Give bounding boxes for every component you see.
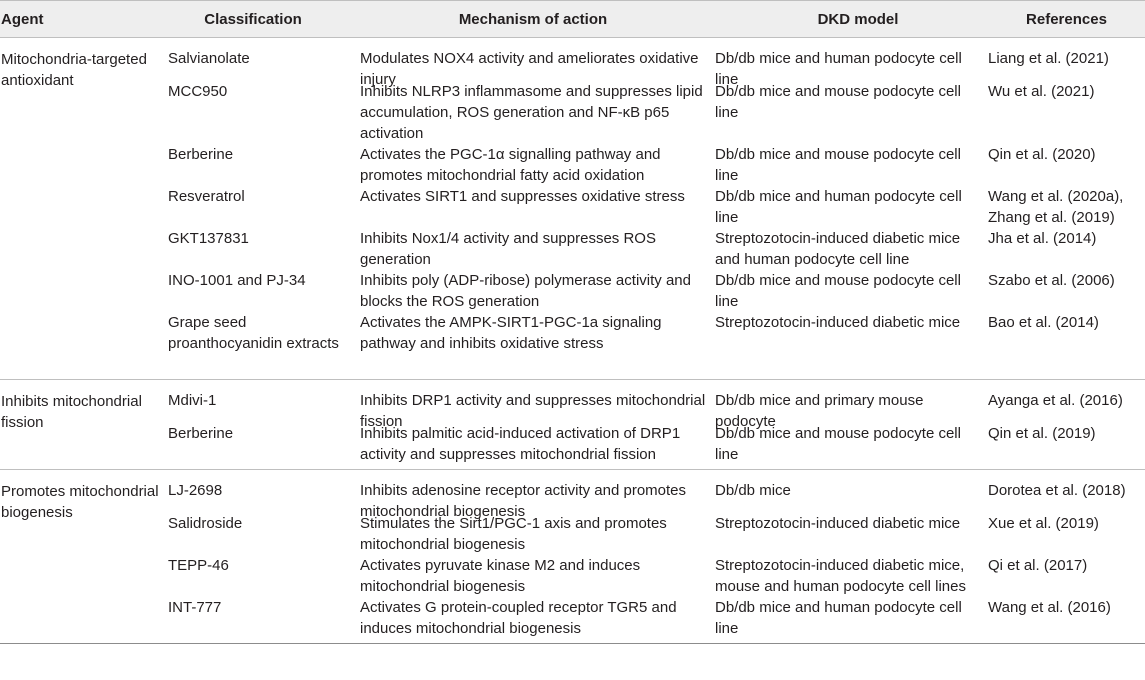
mechanism-cell: Activates the PGC-1α signalling pathway and promotes mitochondrial fatty acid oxidation [360, 146, 661, 184]
mechanism-cell: Stimulates the Sirt1/PGC-1 axis and promotes mitochondrial biogenesis [360, 515, 667, 553]
classification-cell: TEPP-46 [168, 557, 229, 574]
agent-cell [0, 228, 168, 270]
agent-category: Promotes mitochondrial biogenesis [1, 483, 159, 521]
dkd-model-cell: Streptozotocin-induced diabetic mice [715, 314, 961, 331]
table-group [0, 470, 1145, 644]
mechanism-cell: Activates SIRT1 and suppresses oxidative stress [360, 188, 685, 205]
table-row [0, 186, 1145, 228]
table-header [0, 0, 1145, 38]
table-row [0, 423, 1145, 465]
reference-cell: Wang et al. (2016) [988, 599, 1111, 616]
classification-cell: LJ-2698 [168, 482, 223, 499]
mechanism-cell: Activates pyruvate kinase M2 and induces mitochondrial biogenesis [360, 557, 641, 595]
agent-cell [0, 186, 168, 228]
dkd-model-cell: Streptozotocin-induced diabetic mice [715, 515, 961, 532]
reference-cell: Liang et al. (2021) [988, 50, 1109, 67]
mechanism-cell: Inhibits NLRP3 inflammasome and suppresses lipid accumulation, ROS generation and NF-κB p65 activation [360, 83, 703, 142]
classification-cell: MCC950 [168, 83, 228, 100]
agent-category: Inhibits mitochondrial fission [1, 393, 142, 431]
reference-cell: Bao et al. (2014) [988, 314, 1099, 331]
classification-cell: Berberine [168, 146, 234, 163]
classification-cell: Berberine [168, 425, 234, 442]
reference-cell: Qin et al. (2019) [988, 425, 1096, 442]
table-row [0, 380, 1145, 430]
reference-cell: Wang et al. (2020a), Zhang et al. (2019) [988, 188, 1124, 226]
mechanism-cell: Inhibits Nox1/4 activity and suppresses ROS generation [360, 230, 656, 268]
mechanism-cell: Inhibits adenosine receptor activity and promotes mitochondrial biogenesis [360, 482, 687, 520]
mechanism-cell: Inhibits DRP1 activity and suppresses mitochondrial fission [360, 392, 706, 430]
dkd-model-cell: Streptozotocin-induced diabetic mice, mouse and human podocyte cell lines [715, 557, 966, 595]
table-row [0, 597, 1145, 639]
agent-cell [0, 312, 168, 375]
dkd-model-cell: Db/db mice and primary mouse podocyte [715, 392, 924, 430]
dkd-model-cell: Db/db mice and human podocyte cell line [715, 50, 962, 88]
reference-cell: Xue et al. (2019) [988, 515, 1099, 532]
reference-cell: Qin et al. (2020) [988, 146, 1096, 163]
mechanism-cell: Activates G protein-coupled receptor TGR5 and induces mitochondrial biogenesis [360, 599, 677, 637]
reference-cell: Qi et al. (2017) [988, 557, 1088, 574]
header-references: References [1026, 10, 1107, 28]
reference-cell: Ayanga et al. (2016) [988, 392, 1123, 409]
mechanism-cell: Activates the AMPK-SIRT1-PGC-1a signaling pathway and inhibits oxidative stress [360, 314, 662, 352]
table-row [0, 470, 1145, 520]
dkd-model-cell: Db/db mice and human podocyte cell line [715, 188, 962, 226]
table-row [0, 38, 1145, 88]
classification-cell: Salidroside [168, 515, 243, 532]
dkd-model-cell: Db/db mice and mouse podocyte cell line [715, 425, 961, 463]
dkd-model-cell: Db/db mice and mouse podocyte cell line [715, 83, 961, 121]
table-row [0, 270, 1145, 312]
reference-cell: Szabo et al. (2006) [988, 272, 1115, 289]
table-row [0, 228, 1145, 270]
table-row [0, 144, 1145, 186]
agent-cell [0, 597, 168, 639]
table-row [0, 555, 1145, 597]
table-row [0, 513, 1145, 555]
table-row [0, 81, 1145, 144]
table-body [0, 38, 1145, 644]
agent-cell [0, 144, 168, 186]
dkd-model-cell: Db/db mice and human podocyte cell line [715, 599, 962, 637]
dkd-model-cell: Db/db mice [715, 482, 791, 499]
mechanism-cell: Inhibits palmitic acid-induced activation of DRP1 activity and suppresses mitochondrial fission [360, 425, 681, 463]
table-group [0, 38, 1145, 380]
dkd-model-cell: Db/db mice and mouse podocyte cell line [715, 272, 961, 310]
classification-cell: Salvianolate [168, 50, 250, 67]
dkd-model-cell: Db/db mice and mouse podocyte cell line [715, 146, 961, 184]
classification-cell: GKT137831 [168, 230, 249, 247]
reference-cell: Dorotea et al. (2018) [988, 482, 1126, 499]
classification-cell: Grape seed proanthocyanidin extracts [168, 314, 339, 352]
classification-cell: INT-777 [168, 599, 222, 616]
agent-category: Mitochondria-targeted antioxidant [1, 51, 147, 89]
classification-cell: INO-1001 and PJ-34 [168, 272, 306, 289]
header-classification: Classification [204, 10, 302, 28]
classification-cell: Resveratrol [168, 188, 245, 205]
classification-cell: Mdivi-1 [168, 392, 217, 409]
reference-cell: Wu et al. (2021) [988, 83, 1095, 100]
mechanism-cell: Inhibits poly (ADP-ribose) polymerase activity and blocks the ROS generation [360, 272, 691, 310]
header-agent: Agent [1, 10, 44, 28]
table-row [0, 312, 1145, 375]
header-mechanism: Mechanism of action [458, 10, 608, 28]
table-group [0, 380, 1145, 470]
dkd-model-cell: Streptozotocin-induced diabetic mice and human podocyte cell line [715, 230, 961, 268]
agent-cell [0, 270, 168, 312]
mechanism-cell: Modulates NOX4 activity and ameliorates oxidative injury [360, 50, 699, 88]
header-dkd-model: DKD model [817, 10, 899, 28]
reference-cell: Jha et al. (2014) [988, 230, 1097, 247]
agent-cell [0, 555, 168, 597]
